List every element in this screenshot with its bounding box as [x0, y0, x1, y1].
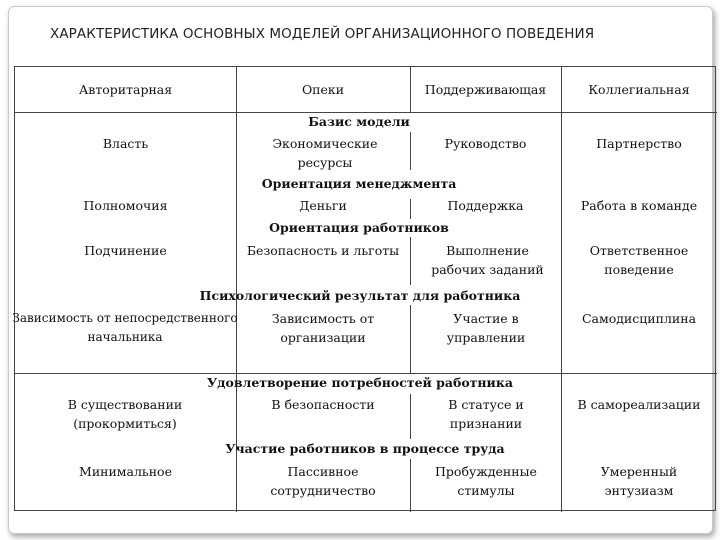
- table-cell: Подчинение: [84, 243, 167, 258]
- grid-line: [410, 394, 411, 439]
- table-cell: Зависимость от организации: [271, 311, 375, 345]
- section-title: Ориентация работников: [269, 220, 449, 235]
- table-cell: Руководство: [444, 136, 527, 151]
- header-custodial: Опеки: [301, 82, 345, 97]
- table-cell: Умеренный энтузиазм: [600, 464, 678, 498]
- table-cell: Ответственное поведение: [589, 243, 689, 277]
- table-cell: Пассивное сотрудничество: [270, 464, 376, 498]
- table-cell: В существовании (прокормиться): [67, 397, 183, 431]
- header-supportive: Поддерживающая: [424, 82, 547, 97]
- table-cell: Власть: [102, 136, 149, 151]
- models-table: [14, 66, 716, 511]
- table-cell: Полномочия: [83, 198, 168, 213]
- table-cell: Безопасность и льготы: [246, 243, 400, 258]
- table-cell: Минимальное: [79, 464, 172, 479]
- table-cell: В безопасности: [271, 397, 375, 412]
- header-collegial: Коллегиальная: [588, 82, 690, 97]
- grid-line: [410, 459, 411, 512]
- table-cell: Пробужденные стимулы: [435, 464, 537, 498]
- page-title: ХАРАКТЕРИСТИКА ОСНОВНЫХ МОДЕЛЕЙ ОРГАНИЗАЦИОННОГО ПОВЕДЕНИЯ: [50, 26, 595, 42]
- table-cell: Зависимость от непосредственного начальника: [12, 311, 238, 344]
- table-cell: Партнерство: [596, 136, 682, 151]
- table-cell: В статусе и признании: [448, 397, 524, 431]
- section-title: Базис модели: [308, 114, 410, 129]
- header-authoritarian: Авторитарная: [78, 82, 173, 97]
- table-cell: Деньги: [299, 198, 347, 213]
- section-title: Удовлетворение потребностей работника: [207, 375, 513, 390]
- grid-line: [410, 305, 411, 373]
- table-cell: Самодисциплина: [581, 311, 697, 326]
- table-cell: Работа в команде: [580, 198, 698, 213]
- section-title: Ориентация менеджмента: [261, 176, 457, 191]
- table-cell: В самореализации: [577, 397, 701, 412]
- table-cell: Участие в управлении: [446, 311, 526, 345]
- table-cell: Поддержка: [447, 198, 524, 213]
- section-title: Психологический результат для работника: [199, 288, 521, 303]
- table-cell: Экономические ресурсы: [272, 136, 378, 170]
- table-cell: Выполнение рабочих заданий: [431, 243, 544, 277]
- section-title: Участие работников в процессе труда: [225, 441, 505, 456]
- grid-line: [410, 237, 411, 285]
